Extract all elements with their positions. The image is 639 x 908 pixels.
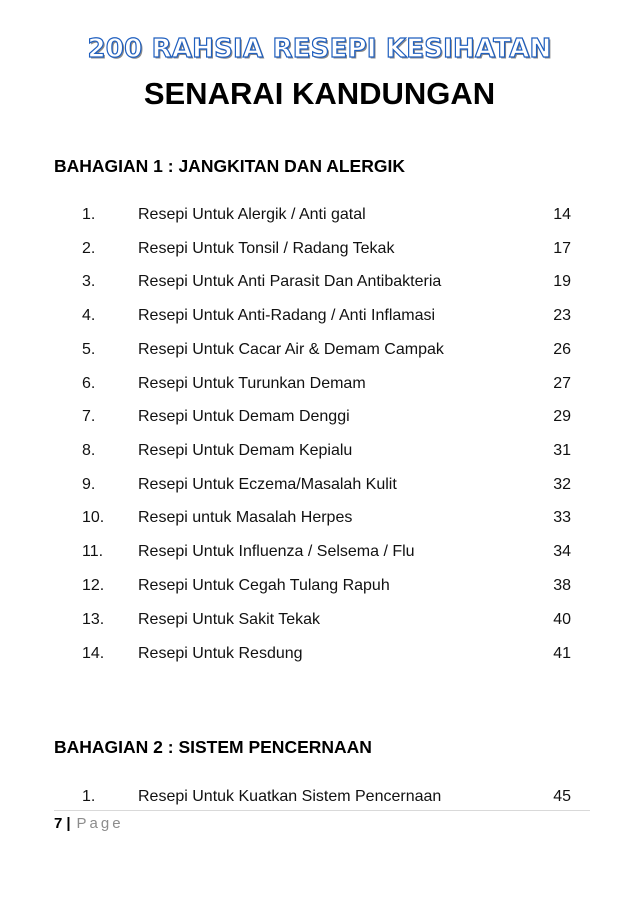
toc-entry[interactable]: [0, 476, 639, 500]
entry-page: 14: [553, 206, 571, 223]
entry-page: 34: [553, 543, 571, 560]
footer-page-number: 7: [54, 815, 63, 832]
toc-entry[interactable]: [0, 509, 639, 533]
entry-page: 32: [553, 476, 571, 493]
entry-title: Resepi Untuk Anti-Radang / Anti Inflamasi: [138, 307, 436, 324]
entry-number: 7.: [82, 408, 96, 425]
entry-number: 8.: [82, 442, 96, 459]
toc-entry[interactable]: [0, 577, 639, 601]
toc-entry[interactable]: [0, 273, 639, 297]
toc-entry[interactable]: [0, 206, 639, 230]
entry-page: 26: [553, 341, 571, 358]
entry-page: 27: [553, 375, 571, 392]
section-heading-2: BAHAGIAN 2 : SISTEM PENCERNAAN: [54, 737, 372, 757]
entry-page: 19: [553, 273, 571, 290]
toc-entry[interactable]: [0, 788, 639, 812]
entry-number: 9.: [82, 476, 96, 493]
entry-number: 10.: [82, 509, 105, 526]
entry-title: Resepi Untuk Sakit Tekak: [138, 611, 321, 628]
toc-entry[interactable]: [0, 375, 639, 399]
entry-page: 31: [553, 442, 571, 459]
entry-title: Resepi Untuk Influenza / Selsema / Flu: [138, 543, 415, 560]
toc-entry[interactable]: [0, 645, 639, 669]
entry-number: 14.: [82, 645, 105, 662]
entry-title: Resepi Untuk Cegah Tulang Rapuh: [138, 577, 390, 594]
toc-title: SENARAI KANDUNGAN: [143, 76, 496, 111]
entry-number: 11.: [82, 543, 104, 560]
entry-number: 3.: [82, 273, 96, 290]
entry-number: 4.: [82, 307, 96, 324]
entry-number: 5.: [82, 341, 96, 358]
entry-title: Resepi Untuk Eczema/Masalah Kulit: [138, 476, 397, 493]
entry-number: 6.: [82, 375, 96, 392]
entry-title: Resepi Untuk Turunkan Demam: [138, 375, 366, 392]
toc-entry[interactable]: [0, 341, 639, 365]
page-footer: [54, 815, 124, 832]
entry-title: Resepi Untuk Demam Denggi: [138, 408, 350, 425]
footer-divider: [54, 810, 590, 811]
toc-entry[interactable]: [0, 611, 639, 635]
entry-page: 40: [553, 611, 571, 628]
footer-page-label: Page: [76, 815, 124, 832]
entry-number: 1.: [82, 206, 96, 223]
toc-entry[interactable]: [0, 408, 639, 432]
book-title: 200 RAHSIA RESEPI KESIHATAN: [87, 34, 552, 64]
entry-page: 29: [553, 408, 571, 425]
entry-number: 13.: [82, 611, 105, 628]
entry-number: 2.: [82, 240, 96, 257]
entry-page: 23: [553, 307, 571, 324]
toc-entry[interactable]: [0, 442, 639, 466]
entry-page: 17: [553, 240, 571, 257]
toc-entry[interactable]: [0, 307, 639, 331]
footer-separator: |: [66, 815, 71, 832]
entry-title: Resepi Untuk Alergik / Anti gatal: [138, 206, 366, 223]
entry-page: 38: [553, 577, 571, 594]
section-heading-1: BAHAGIAN 1 : JANGKITAN DAN ALERGIK: [54, 156, 405, 176]
entry-page: 33: [553, 509, 571, 526]
entry-page: 45: [553, 788, 571, 805]
entry-title: Resepi Untuk Resdung: [138, 645, 303, 662]
entry-title: Resepi Untuk Cacar Air & Demam Campak: [138, 341, 444, 358]
entry-number: 1.: [82, 788, 96, 805]
entry-page: 41: [553, 645, 571, 662]
entry-number: 12.: [82, 577, 105, 594]
toc-entry[interactable]: [0, 543, 639, 567]
toc-entry[interactable]: [0, 240, 639, 264]
entry-title: Resepi Untuk Anti Parasit Dan Antibakteria: [138, 273, 442, 290]
entry-title: Resepi Untuk Kuatkan Sistem Pencernaan: [138, 788, 442, 805]
entry-title: Resepi Untuk Tonsil / Radang Tekak: [138, 240, 395, 257]
entry-title: Resepi untuk Masalah Herpes: [138, 509, 353, 526]
entry-title: Resepi Untuk Demam Kepialu: [138, 442, 353, 459]
